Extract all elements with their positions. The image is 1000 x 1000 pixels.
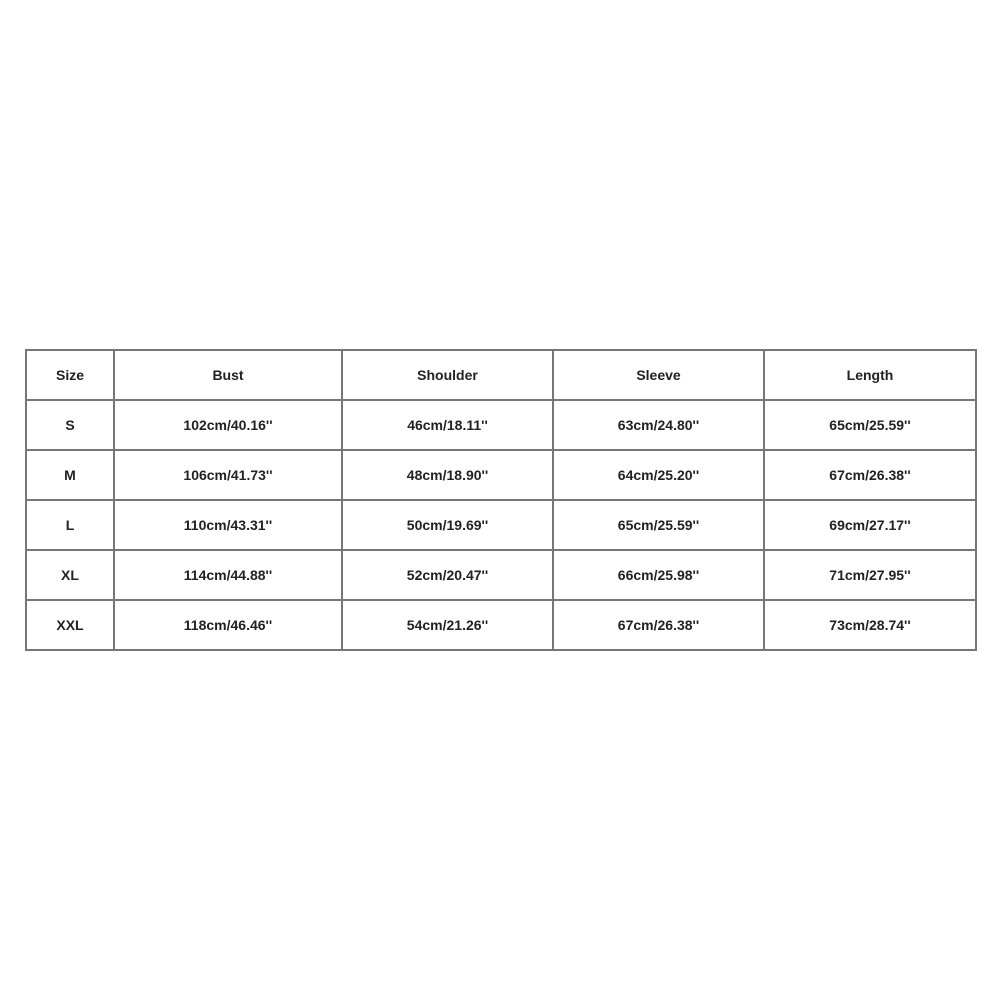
header-bust: Bust bbox=[114, 350, 342, 400]
cell-size: XL bbox=[26, 550, 114, 600]
cell-shoulder: 50cm/19.69'' bbox=[342, 500, 553, 550]
cell-sleeve: 64cm/25.20'' bbox=[553, 450, 764, 500]
cell-bust: 118cm/46.46'' bbox=[114, 600, 342, 650]
cell-size: M bbox=[26, 450, 114, 500]
cell-size: XXL bbox=[26, 600, 114, 650]
cell-sleeve: 66cm/25.98'' bbox=[553, 550, 764, 600]
cell-bust: 110cm/43.31'' bbox=[114, 500, 342, 550]
cell-shoulder: 54cm/21.26'' bbox=[342, 600, 553, 650]
cell-bust: 106cm/41.73'' bbox=[114, 450, 342, 500]
cell-shoulder: 52cm/20.47'' bbox=[342, 550, 553, 600]
size-chart-table bbox=[25, 349, 977, 651]
header-shoulder: Shoulder bbox=[342, 350, 553, 400]
cell-length: 73cm/28.74'' bbox=[764, 600, 976, 650]
table-row bbox=[26, 600, 976, 650]
header-size: Size bbox=[26, 350, 114, 400]
cell-size: L bbox=[26, 500, 114, 550]
table-row bbox=[26, 450, 976, 500]
cell-sleeve: 65cm/25.59'' bbox=[553, 500, 764, 550]
cell-length: 65cm/25.59'' bbox=[764, 400, 976, 450]
cell-bust: 102cm/40.16'' bbox=[114, 400, 342, 450]
cell-shoulder: 48cm/18.90'' bbox=[342, 450, 553, 500]
header-length: Length bbox=[764, 350, 976, 400]
cell-bust: 114cm/44.88'' bbox=[114, 550, 342, 600]
header-sleeve: Sleeve bbox=[553, 350, 764, 400]
cell-sleeve: 63cm/24.80'' bbox=[553, 400, 764, 450]
cell-shoulder: 46cm/18.11'' bbox=[342, 400, 553, 450]
cell-length: 69cm/27.17'' bbox=[764, 500, 976, 550]
cell-length: 67cm/26.38'' bbox=[764, 450, 976, 500]
table-row bbox=[26, 400, 976, 450]
cell-sleeve: 67cm/26.38'' bbox=[553, 600, 764, 650]
table-row bbox=[26, 500, 976, 550]
cell-length: 71cm/27.95'' bbox=[764, 550, 976, 600]
table-header-row bbox=[26, 350, 976, 400]
table-row bbox=[26, 550, 976, 600]
cell-size: S bbox=[26, 400, 114, 450]
